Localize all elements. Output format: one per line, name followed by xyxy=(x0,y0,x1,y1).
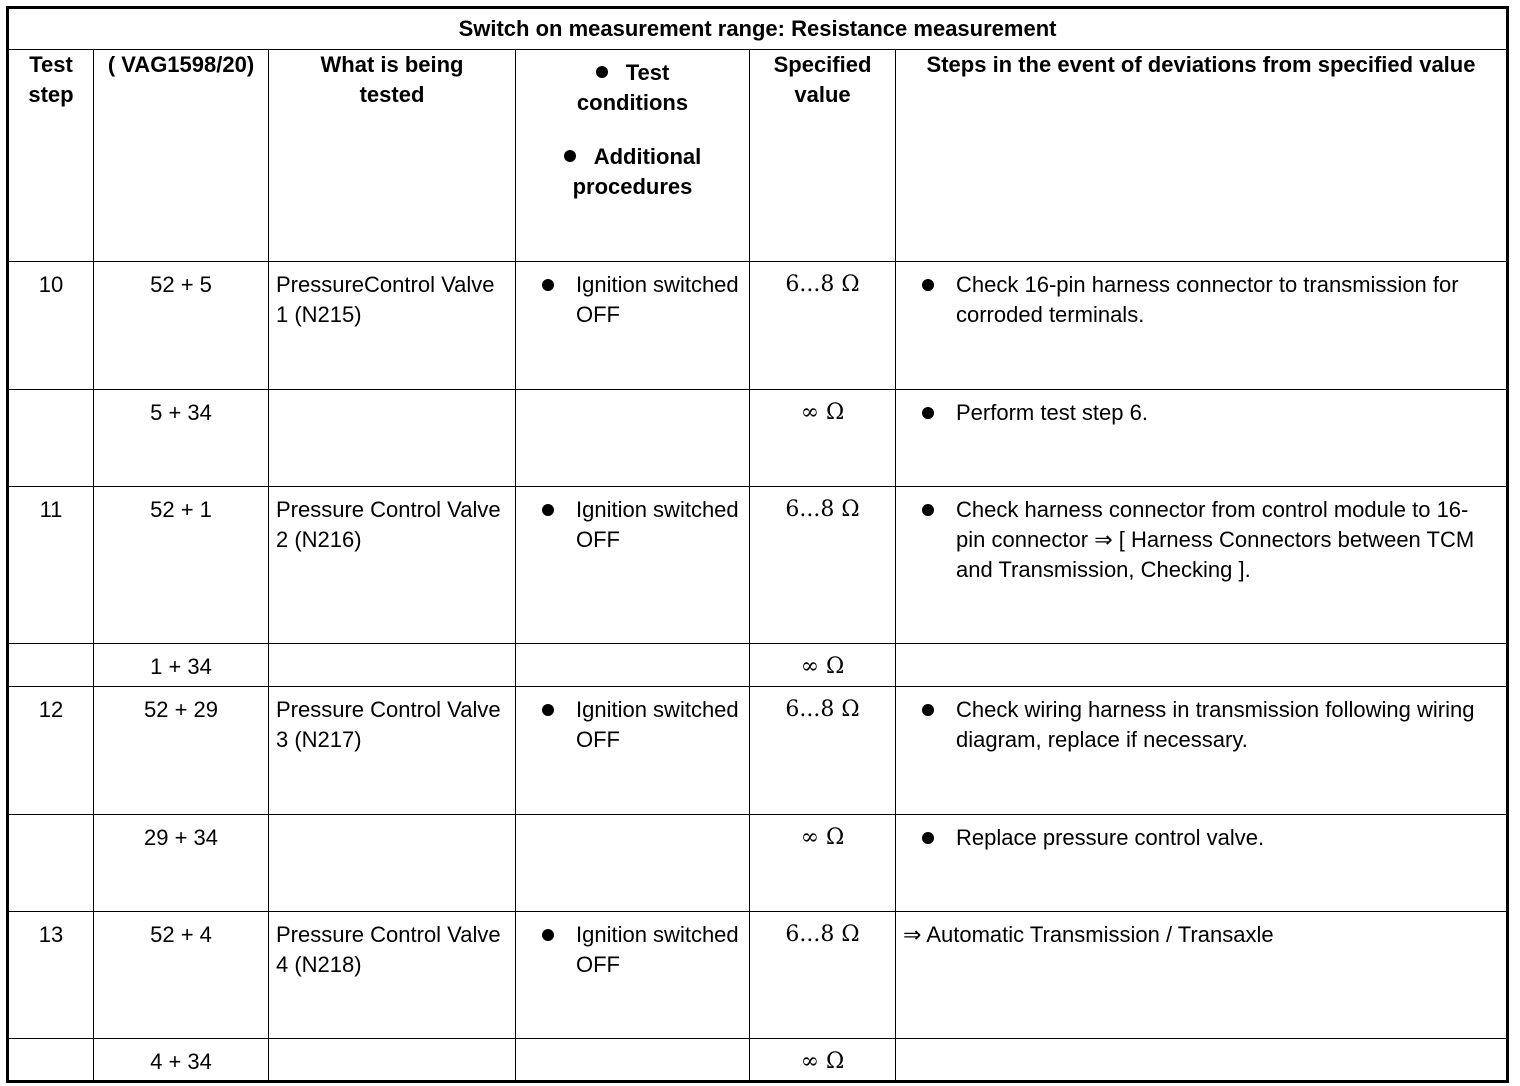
header-vag-text: ( VAG1598/20) xyxy=(107,52,255,77)
cell-conditions xyxy=(516,390,750,487)
table-row xyxy=(8,262,1508,390)
cell-action xyxy=(896,912,1508,1039)
cell-action-text: Replace pressure control valve. xyxy=(956,825,1265,850)
cell-what-tested xyxy=(269,1039,516,1082)
table-row xyxy=(8,1039,1508,1082)
cell-conditions-text: Ignition switched OFF xyxy=(576,272,739,327)
cell-pins: 29 + 34 xyxy=(94,815,269,912)
table-row xyxy=(8,815,1508,912)
table-row xyxy=(8,390,1508,487)
bullet-icon xyxy=(542,279,554,291)
cell-specified-value: 6...8 Ω xyxy=(750,687,896,815)
cell-pins: 4 + 34 xyxy=(94,1039,269,1082)
cell-what-tested: Pressure Control Valve 2 (N216) xyxy=(269,487,516,644)
bullet-icon xyxy=(922,704,934,716)
cell-test-step xyxy=(8,815,94,912)
cell-what-tested xyxy=(269,815,516,912)
bullet-icon xyxy=(564,150,576,162)
header-conditions xyxy=(516,50,750,262)
cell-action-link[interactable]: ⇒ Automatic Transmission / Transaxle xyxy=(903,922,1274,947)
cell-action xyxy=(896,262,1508,390)
header-what-tested-text: What is being tested xyxy=(320,52,464,107)
header-test-step xyxy=(8,50,94,262)
cell-specified-value: 6...8 Ω xyxy=(750,912,896,1039)
cell-conditions xyxy=(516,487,750,644)
header-spec-text: Specified value xyxy=(773,52,872,107)
cell-conditions-text: Ignition switched OFF xyxy=(576,922,739,977)
cell-action xyxy=(896,687,1508,815)
cell-action xyxy=(896,390,1508,487)
cell-action-text: Check wiring harness in transmission following wiring diagram, replace if necessary. xyxy=(956,697,1475,752)
bullet-icon xyxy=(922,279,934,291)
cell-action xyxy=(896,815,1508,912)
cell-pins: 1 + 34 xyxy=(94,644,269,687)
cell-action xyxy=(896,1039,1508,1082)
cell-what-tested: PressureControl Valve 1 (N215) xyxy=(269,262,516,390)
header-vag xyxy=(94,50,269,262)
table-row xyxy=(8,487,1508,644)
cell-pins: 52 + 5 xyxy=(94,262,269,390)
table-row xyxy=(8,912,1508,1039)
bullet-icon xyxy=(596,66,608,78)
cell-action xyxy=(896,644,1508,687)
header-cond1 xyxy=(558,58,708,118)
cell-conditions xyxy=(516,1039,750,1082)
cell-conditions xyxy=(516,815,750,912)
cell-conditions xyxy=(516,644,750,687)
table-row xyxy=(8,644,1508,687)
cell-action-text: Perform test step 6. xyxy=(956,400,1148,425)
cell-conditions xyxy=(516,912,750,1039)
header-test-step-text: Test step xyxy=(28,52,74,107)
cell-test-step xyxy=(8,644,94,687)
cell-pins: 52 + 29 xyxy=(94,687,269,815)
header-cond1-text: Test conditions xyxy=(576,60,689,115)
cell-pins: 5 + 34 xyxy=(94,390,269,487)
table-title: Switch on measurement range: Resistance measurement xyxy=(8,8,1508,50)
bullet-icon xyxy=(922,832,934,844)
cell-conditions xyxy=(516,262,750,390)
cell-conditions-text: Ignition switched OFF xyxy=(576,497,739,552)
resistance-test-table xyxy=(6,6,1509,1083)
cell-test-step xyxy=(8,390,94,487)
cell-specified-value: ∞ Ω xyxy=(750,815,896,912)
cell-specified-value: 6...8 Ω xyxy=(750,262,896,390)
cell-action xyxy=(896,487,1508,644)
cell-pins: 52 + 4 xyxy=(94,912,269,1039)
cell-conditions-text: Ignition switched OFF xyxy=(576,697,739,752)
cell-specified-value: ∞ Ω xyxy=(750,1039,896,1082)
header-steps-text: Steps in the event of deviations from specified value xyxy=(926,52,1476,77)
header-cond2-text: Additional procedures xyxy=(572,144,702,199)
header-steps-deviation xyxy=(896,50,1508,262)
cell-test-step: 11 xyxy=(8,487,94,644)
cell-action-text: Check 16-pin harness connector to transmission for corroded terminals. xyxy=(956,272,1459,327)
header-cond2 xyxy=(548,142,718,202)
cell-what-tested xyxy=(269,644,516,687)
cell-test-step xyxy=(8,1039,94,1082)
cell-action-text: Check harness connector from control module to 16-pin connector ⇒ [ Harness Connectors between TCM and Transmission, Checking ]. xyxy=(956,497,1475,582)
cell-specified-value: ∞ Ω xyxy=(750,390,896,487)
cell-pins: 52 + 1 xyxy=(94,487,269,644)
header-what-tested xyxy=(269,50,516,262)
bullet-icon xyxy=(542,929,554,941)
bullet-icon xyxy=(922,407,934,419)
table-row xyxy=(8,687,1508,815)
cell-conditions xyxy=(516,687,750,815)
cell-specified-value: ∞ Ω xyxy=(750,644,896,687)
bullet-icon xyxy=(922,504,934,516)
cell-what-tested: Pressure Control Valve 4 (N218) xyxy=(269,912,516,1039)
cell-test-step: 12 xyxy=(8,687,94,815)
bullet-icon xyxy=(542,504,554,516)
cell-what-tested: Pressure Control Valve 3 (N217) xyxy=(269,687,516,815)
cell-test-step: 10 xyxy=(8,262,94,390)
cell-what-tested xyxy=(269,390,516,487)
cell-specified-value: 6...8 Ω xyxy=(750,487,896,644)
header-specified-value xyxy=(750,50,896,262)
table-body xyxy=(8,262,1508,1082)
bullet-icon xyxy=(542,704,554,716)
cell-test-step: 13 xyxy=(8,912,94,1039)
